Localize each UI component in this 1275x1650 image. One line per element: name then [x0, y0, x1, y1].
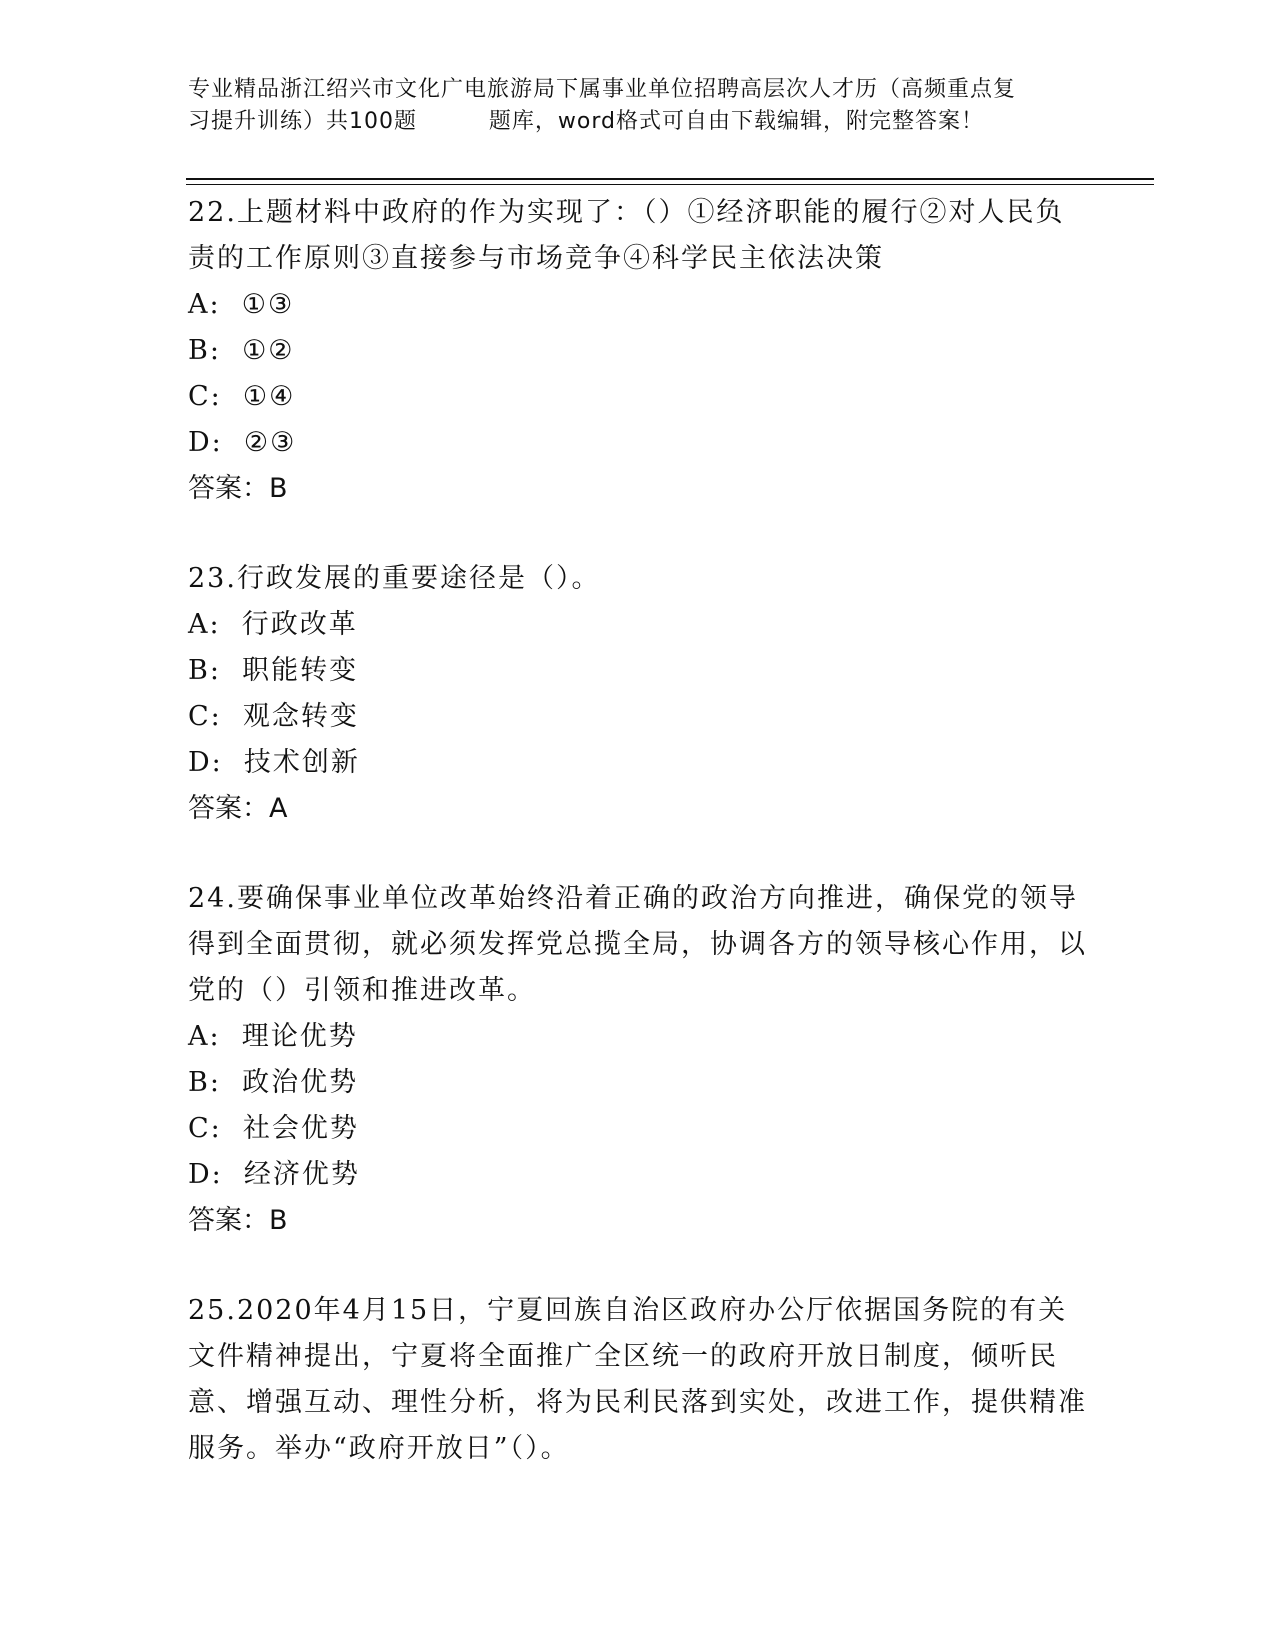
question-stem: 24.要确保事业单位改革始终沿着正确的政治方向推进，确保党的领导得到全面贯彻，就必须发挥党总揽全局，协调各方的领导核心作用，以党的（）引领和推进改革。 [188, 883, 1087, 1006]
question-stem: 25.2020年4月15日，宁夏回族自治区政府办公厅依据国务院的有关文件精神提出，宁夏将全面推广全区统一的政府开放日制度，倾听民意、增强互动、理性分析，将为民利民落到实处，改进工作，提供精准服务。举办“政府开放日”（）。 [188, 1295, 1087, 1464]
question-22 [188, 190, 1088, 512]
answer-line: 答案：B [188, 473, 288, 504]
option-d: D: 技术创新 [188, 747, 360, 778]
option-c: C: 观念转变 [188, 701, 359, 732]
document-header [188, 74, 1088, 138]
answer-line: 答案：B [188, 1205, 288, 1236]
question-list [188, 190, 1088, 1472]
question-23 [188, 556, 1088, 832]
option-a: A: ①③ [188, 289, 295, 320]
option-d: D: 经济优势 [188, 1159, 360, 1190]
question-spacer [188, 512, 1088, 556]
question-24 [188, 876, 1088, 1244]
option-d: D: ②③ [188, 427, 297, 458]
option-b: B: ①② [188, 335, 295, 366]
question-spacer [188, 832, 1088, 876]
question-spacer [188, 1244, 1088, 1288]
option-b: B: 政治优势 [188, 1067, 359, 1098]
header-rule-thick [186, 178, 1154, 180]
question-stem: 22.上题材料中政府的作为实现了：（）①经济职能的履行②对人民负责的工作原则③直接参与市场竞争④科学民主依法决策 [188, 197, 1065, 274]
header-line-1: 专业精品浙江绍兴市文化广电旅游局下属事业单位招聘高层次人才历（高频重点复 [188, 77, 1017, 102]
option-a: A: 理论优势 [188, 1021, 358, 1052]
option-c: C: 社会优势 [188, 1113, 359, 1144]
header-rule-thin [186, 184, 1154, 185]
option-a: A: 行政改革 [188, 609, 358, 640]
question-stem: 23.行政发展的重要途径是（）。 [188, 563, 601, 594]
answer-line: 答案：A [188, 793, 288, 824]
option-b: B: 职能转变 [188, 655, 359, 686]
question-25 [188, 1288, 1088, 1472]
header-line-2: 习提升训练）共100题 题库，word格式可自由下载编辑，附完整答案！ [188, 109, 985, 134]
option-c: C: ①④ [188, 381, 296, 412]
